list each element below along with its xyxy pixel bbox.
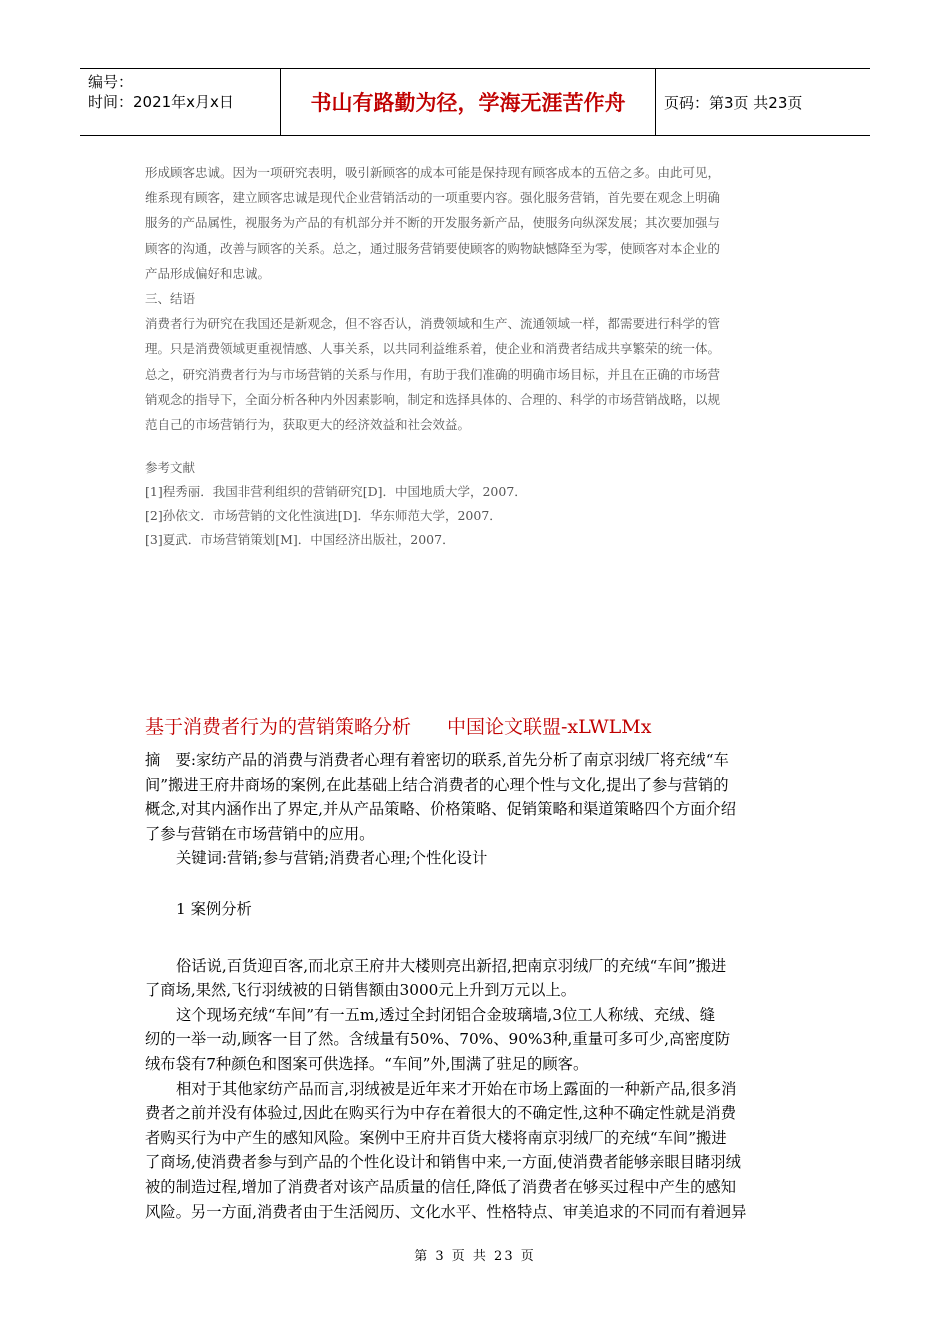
article-title: [145, 712, 810, 739]
article-source: 中国论文联盟-xLWLMx: [447, 716, 652, 738]
paragraph-line: 了商场,果然,飞行羽绒被的日销售额由3000元上升到万元以上。: [145, 981, 577, 1000]
text-line: 理。只是消费领域更重视情感、人事关系，以共同利益维系着，使企业和消费者结成共享繁荣的统一体。: [145, 341, 721, 357]
section-heading-1: 1 案例分析: [176, 899, 252, 918]
paragraph-line: 了商场,使消费者参与到产品的个性化设计和销售中来,一方面,使消费者能够亲眼目睹羽绒: [145, 1153, 741, 1172]
abstract-line: 摘 要:家纺产品的消费与消费者心理有着密切的联系,首先分析了南京羽绒厂将充绒“车: [145, 751, 729, 769]
text-line: 范自己的市场营销行为，获取更大的经济效益和社会效益。: [145, 417, 471, 433]
article-body: [145, 748, 810, 1224]
article-title-text: 基于消费者行为的营销策略分析: [145, 716, 412, 738]
abstract-line: 了参与营销在市场营销中的应用。: [145, 824, 375, 843]
paragraph-line: 这个现场充绒“车间”有一五m,透过全封闭铝合金玻璃墙,3位工人称绒、充绒、缝: [176, 1005, 716, 1024]
references: [145, 456, 810, 552]
paragraph-line: 相对于其他家纺产品而言,羽绒被是近年来才开始在市场上露面的一种新产品,很多消: [176, 1079, 737, 1098]
text-line: 顾客的沟通，改善与顾客的关系。总之，通过服务营销要使顾客的购物缺憾降至为零，使顾客对本企业的: [145, 240, 721, 256]
page-footer: 第 3 页 共 23 页: [414, 1249, 536, 1264]
previous-article-text: [145, 160, 810, 437]
keywords: 关键词:营销;参与营销;消费者心理;个性化设计: [176, 849, 488, 868]
abstract-line: 概念,对其内涵作出了界定,并从产品策略、价格策略、促销策略和渠道策略四个方面介绍: [145, 800, 737, 819]
section-heading: 三、结语: [145, 291, 196, 307]
paragraph-line: 俗话说,百货迎百客,而北京王府井大楼则亮出新招,把南京羽绒厂的充绒“车间”搬进: [176, 956, 727, 975]
text-line: 形成顾客忠诚。因为一项研究表明，吸引新顾客的成本可能是保持现有顾客成本的五倍之多。由此可见，: [145, 165, 721, 180]
text-line: 销观念的指导下，全面分析各种内外因素影响，制定和选择具体的、合理的、科学的市场营销战略，以规: [145, 391, 721, 407]
paragraph-line: 费者之前并没有体验过,因此在购买行为中存在着很大的不确定性,这种不确定性就是消费: [145, 1104, 737, 1123]
text-line: 产品形成偏好和忠诚。: [145, 265, 271, 281]
header-meta: [80, 69, 281, 135]
page-header: [80, 68, 870, 136]
reference-item: [3]夏武．市场营销策划[M]．中国经济出版社，2007．: [145, 532, 455, 547]
time-label: 时间：2021年x月x日: [88, 93, 234, 111]
header-page-label: 页码：第3页 共23页: [664, 93, 803, 112]
paragraph-line: 纫的一举一动,顾客一目了然。含绒量有50%、70%、90%3种,重量可多可少,高密度防: [145, 1030, 731, 1049]
paragraph-line: 被的制造过程,增加了消费者对该产品质量的信任,降低了消费者在够买过程中产生的感知: [145, 1177, 737, 1196]
abstract-line: 间”搬进王府井商场的案例,在此基础上结合消费者的心理个性与文化,提出了参与营销的: [145, 775, 729, 794]
reference-item: [1]程秀丽．我国非营利组织的营销研究[D]．中国地质大学，2007．: [145, 484, 527, 499]
paragraph-line: 者购买行为中产生的感知风险。案例中王府井百货大楼将南京羽绒厂的充绒“车间”搬进: [145, 1128, 727, 1147]
text-line: 总之，研究消费者行为与市场营销的关系与作用，有助于我们准确的明确市场目标，并且在正确的市场营: [145, 366, 721, 382]
paragraph-line: 风险。另一方面,消费者由于生活阅历、文化水平、性格特点、审美追求的不同而有着迥异: [145, 1202, 747, 1221]
number-label: 编号：: [88, 73, 134, 91]
text-line: 维系现有顾客，建立顾客忠诚是现代企业营销活动的一项重要内容。强化服务营销，首先要在观念上明确: [145, 190, 721, 206]
text-line: 消费者行为研究在我国还是新观念，但不容否认，消费领域和生产、流通领域一样，都需要进行科学的管: [145, 316, 721, 332]
text-line: 服务的产品属性，视服务为产品的有机部分并不断的开发服务新产品，使服务向纵深发展；其次要加强与: [145, 215, 721, 231]
references-heading: 参考文献: [145, 460, 196, 475]
header-motto: 书山有路勤为径，学海无涯苦作舟: [281, 69, 656, 135]
reference-item: [2]孙依文．市场营销的文化性演进[D]．华东师范大学，2007．: [145, 508, 502, 523]
paragraph-line: 绒布袋有7种颜色和图案可供选择。“车间”外,围满了驻足的顾客。: [145, 1054, 589, 1073]
